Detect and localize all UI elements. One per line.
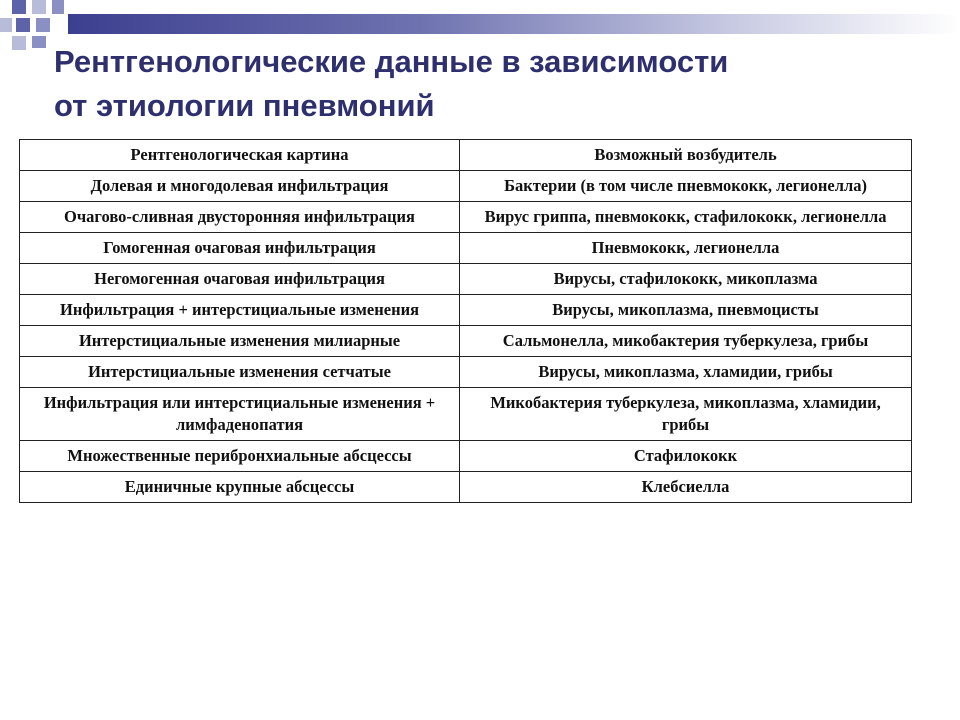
table-row [20, 472, 912, 503]
table-cell: Инфильтрация + интерстициальные изменения [20, 295, 460, 326]
table-cell: Интерстициальные изменения сетчатые [20, 357, 460, 388]
decor-square [36, 18, 50, 32]
table-cell: Множественные перибронхиальные абсцессы [20, 441, 460, 472]
table-row [20, 264, 912, 295]
table-cell: Долевая и многодолевая инфильтрация [20, 171, 460, 202]
decor-square [12, 0, 26, 14]
title-line-2: от этиологии пневмоний [54, 88, 435, 123]
table-cell: Стафилококк [460, 441, 912, 472]
column-header: Возможный возбудитель [460, 140, 912, 171]
table-cell: Очагово-сливная двусторонняя инфильтрация [20, 202, 460, 233]
table-cell: Единичные крупные абсцессы [20, 472, 460, 503]
table-cell: Инфильтрация или интерстициальные изменения + лимфаденопатия [20, 388, 460, 441]
table-row [20, 295, 912, 326]
table-row [20, 233, 912, 264]
decor-square [32, 36, 46, 48]
table-row [20, 326, 912, 357]
decor-square [12, 36, 26, 50]
table-cell: Вирусы, микоплазма, пневмоцисты [460, 295, 912, 326]
table-row [20, 202, 912, 233]
data-table [19, 139, 912, 503]
table-row [20, 388, 912, 441]
table-cell: Бактерии (в том числе пневмококк, легионелла) [460, 171, 912, 202]
header-band [68, 14, 960, 34]
table-cell: Сальмонелла, микобактерия туберкулеза, грибы [460, 326, 912, 357]
table-cell: Вирусы, стафилококк, микоплазма [460, 264, 912, 295]
table-cell: Интерстициальные изменения милиарные [20, 326, 460, 357]
title-line-1: Рентгенологические данные в зависимости [54, 44, 729, 79]
table-row [20, 357, 912, 388]
slide-title [54, 40, 934, 128]
table-cell: Микобактерия туберкулеза, микоплазма, хламидии, грибы [460, 388, 912, 441]
decor-square [32, 0, 46, 14]
decor-square [16, 18, 30, 32]
table-cell: Клебсиелла [460, 472, 912, 503]
table-cell: Пневмококк, легионелла [460, 233, 912, 264]
decor-square [52, 0, 64, 14]
table-cell: Вирусы, микоплазма, хламидии, грибы [460, 357, 912, 388]
table-cell: Негомогенная очаговая инфильтрация [20, 264, 460, 295]
column-header: Рентгенологическая картина [20, 140, 460, 171]
decor-square [0, 18, 12, 32]
table-row [20, 171, 912, 202]
etiology-table [19, 139, 912, 503]
table-row [20, 441, 912, 472]
table-cell: Гомогенная очаговая инфильтрация [20, 233, 460, 264]
table-header-row [20, 140, 912, 171]
table-cell: Вирус гриппа, пневмококк, стафилококк, легионелла [460, 202, 912, 233]
